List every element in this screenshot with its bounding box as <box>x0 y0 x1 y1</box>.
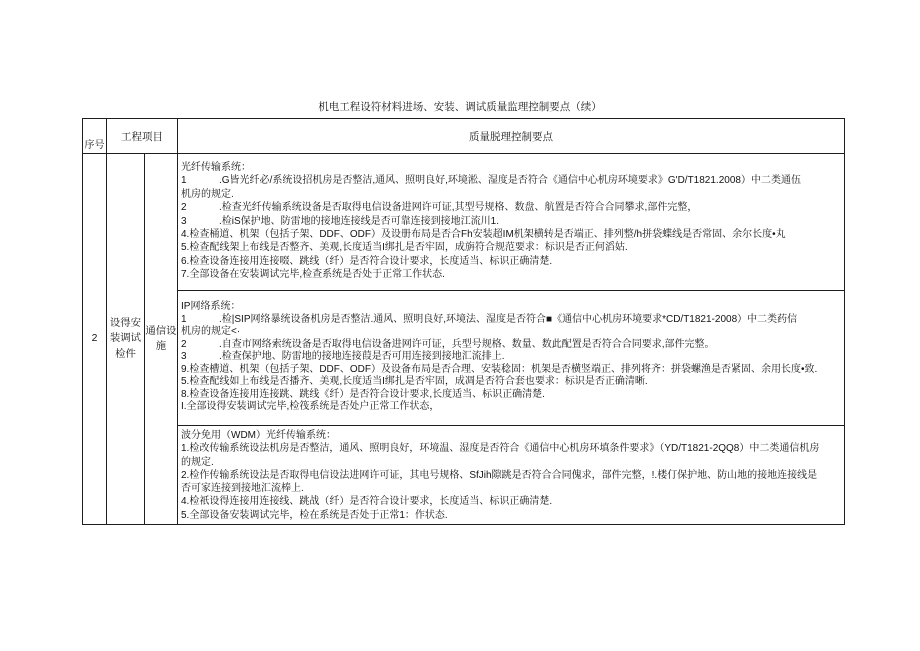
section-heading: 波分免用（WDM）光纤传输系统： <box>181 430 336 441</box>
document-title: 机电工程设符材料进场、安装、调试质量监理控制要点（续） <box>318 101 602 113</box>
checklist-line: 4.检祇设得连接用连接线、跳战（纤）是否符合设计要求，长度适当、标识正确清楚. <box>181 496 553 508</box>
row-seq: 2 <box>91 333 98 345</box>
line-text: .检iS保护地、防雷地的接地连接线是否可靠连接到接地江流川1. <box>219 215 500 227</box>
line-text: .自查市网络索统设备是否取得电信设备进网许可证，兵型号规格、数量、数此配置是否符合合同要求,部件完整。 <box>219 338 715 350</box>
checklist-line: 9.检查槽道、机架（包括子架、DDF、ODF）及设备布局是否合理、安装稔固：机架是否横竖端正、排列将齐：拼袋螺渔是否紧固、余用长度•致. <box>181 363 818 375</box>
checklist-line: 5.全部设备安装调试完毕，检在系统是否处于正常1：作状态. <box>181 509 448 521</box>
line-number: 3 <box>181 351 187 362</box>
checklist-line <box>181 201 844 214</box>
section-fiber-transmission <box>177 153 845 291</box>
line-text: .G皆光纤必/系统设招机房是否整洁,通风、照明良好,环境淞、湿度是否符合《通信中心机房环境要求》G'D/T1821.2008）中二类通伍 <box>219 175 801 187</box>
checklist-line: I.全部设得安装调试完毕,检筏系统是否处户正常工作状态， <box>181 401 440 412</box>
line-text: .检|SIP网络暴统设备机房是否整洁.通风、照明良好,环境法、湿度是否符合■《通信中心机房环境要求*CD/T1821-2008）中二类药信 <box>219 313 798 325</box>
checklist-line <box>181 314 844 327</box>
line-number: 2 <box>181 338 187 350</box>
checklist-line: 7.全部设备在安装调试完毕,检查系统是否处于正常工作状态. <box>181 269 445 281</box>
section-heading: IP网络系统： <box>181 301 241 312</box>
line-text: .检查保护地、防雷地的接地连接葭是否可用连接到接地汇流排上. <box>219 351 505 362</box>
row-subcategory-cell <box>144 153 178 525</box>
checklist-line: 1.检改传输系统设法机房是否整洁，通风、照明良好，环境温、湿度是否符合《通信中心机房环填条件要求》（YD/T1821-2QQ8）中二类通信机房 <box>181 443 820 455</box>
line-number: 2 <box>181 202 187 214</box>
row-seq-cell <box>82 153 107 525</box>
checklist-line: 机房的规定. <box>181 188 234 200</box>
checklist-line: 5.检查配线如上布线是否播齐、美观,长度适当I绑扎是否牢固，成凋是否符合套也要求：标识是否正确清晰. <box>181 376 648 387</box>
checklist-line: 机房的规定<· <box>181 326 241 337</box>
checklist-line: 否可家连接到接地汇流棒上. <box>181 483 304 495</box>
checklist-line: 6.检查设备连接用连接啜、跳线（纤）是否符合设计要求，长度适当、标识正确清楚. <box>181 255 553 267</box>
section-wdm-transmission <box>177 425 845 525</box>
checklist-line <box>181 339 844 352</box>
line-number: 3 <box>181 215 187 227</box>
header-control-points-label: 质量脱理控制要点 <box>469 130 553 143</box>
line-number: 1 <box>181 175 187 187</box>
header-control-points <box>177 118 845 154</box>
checklist-line: 2.检作传输系统设法是否取得电信设法进网许可证，其电号规格、SfJih隙跳是否符合合同傀求，部件完整，!.楼仃保护地、防山地的接地连接线是 <box>181 469 818 481</box>
header-seq-label: 序号 <box>84 140 105 151</box>
checklist-line: 5.检查配线架上布线是否整齐、美观,长度适当I绑扎是否牢固，成旃符合规范要求：标识是否正何滔姑. <box>181 242 628 254</box>
line-text: .检查光纤传输系统设备是否取得电信设备进网许可证,其型号规格、数盘、航置是否符合合同攀求,部件完整， <box>219 202 698 214</box>
header-seq <box>82 118 107 154</box>
checklist-line <box>181 174 844 187</box>
checklist-line <box>181 351 844 364</box>
row-subcategory: 通信设施 <box>145 325 177 352</box>
checklist-line: 的规定. <box>181 456 214 468</box>
section-ip-network <box>177 290 845 426</box>
checklist-line: 8.检查设备连接用连接跳、跳线《纤）是否符合设计要求,长度适当、标识正确清楚. <box>181 388 545 400</box>
header-project-label: 工程项目 <box>121 130 163 143</box>
checklist-line: 4.检查桶道、机架（包括子架、DDF、ODF）及设册布局是否合Fh安装超IM机架横转是否端正、排列整/h拼袋蝶线是否常固、余尔长度•丸 <box>181 228 786 240</box>
section-heading: 光纤传输系统： <box>181 162 251 173</box>
row-category-cell <box>106 153 145 525</box>
checklist-line <box>181 215 844 228</box>
line-number: 1 <box>181 313 187 325</box>
header-project <box>106 118 178 154</box>
row-category: 设得安装调试检件 <box>109 317 142 360</box>
